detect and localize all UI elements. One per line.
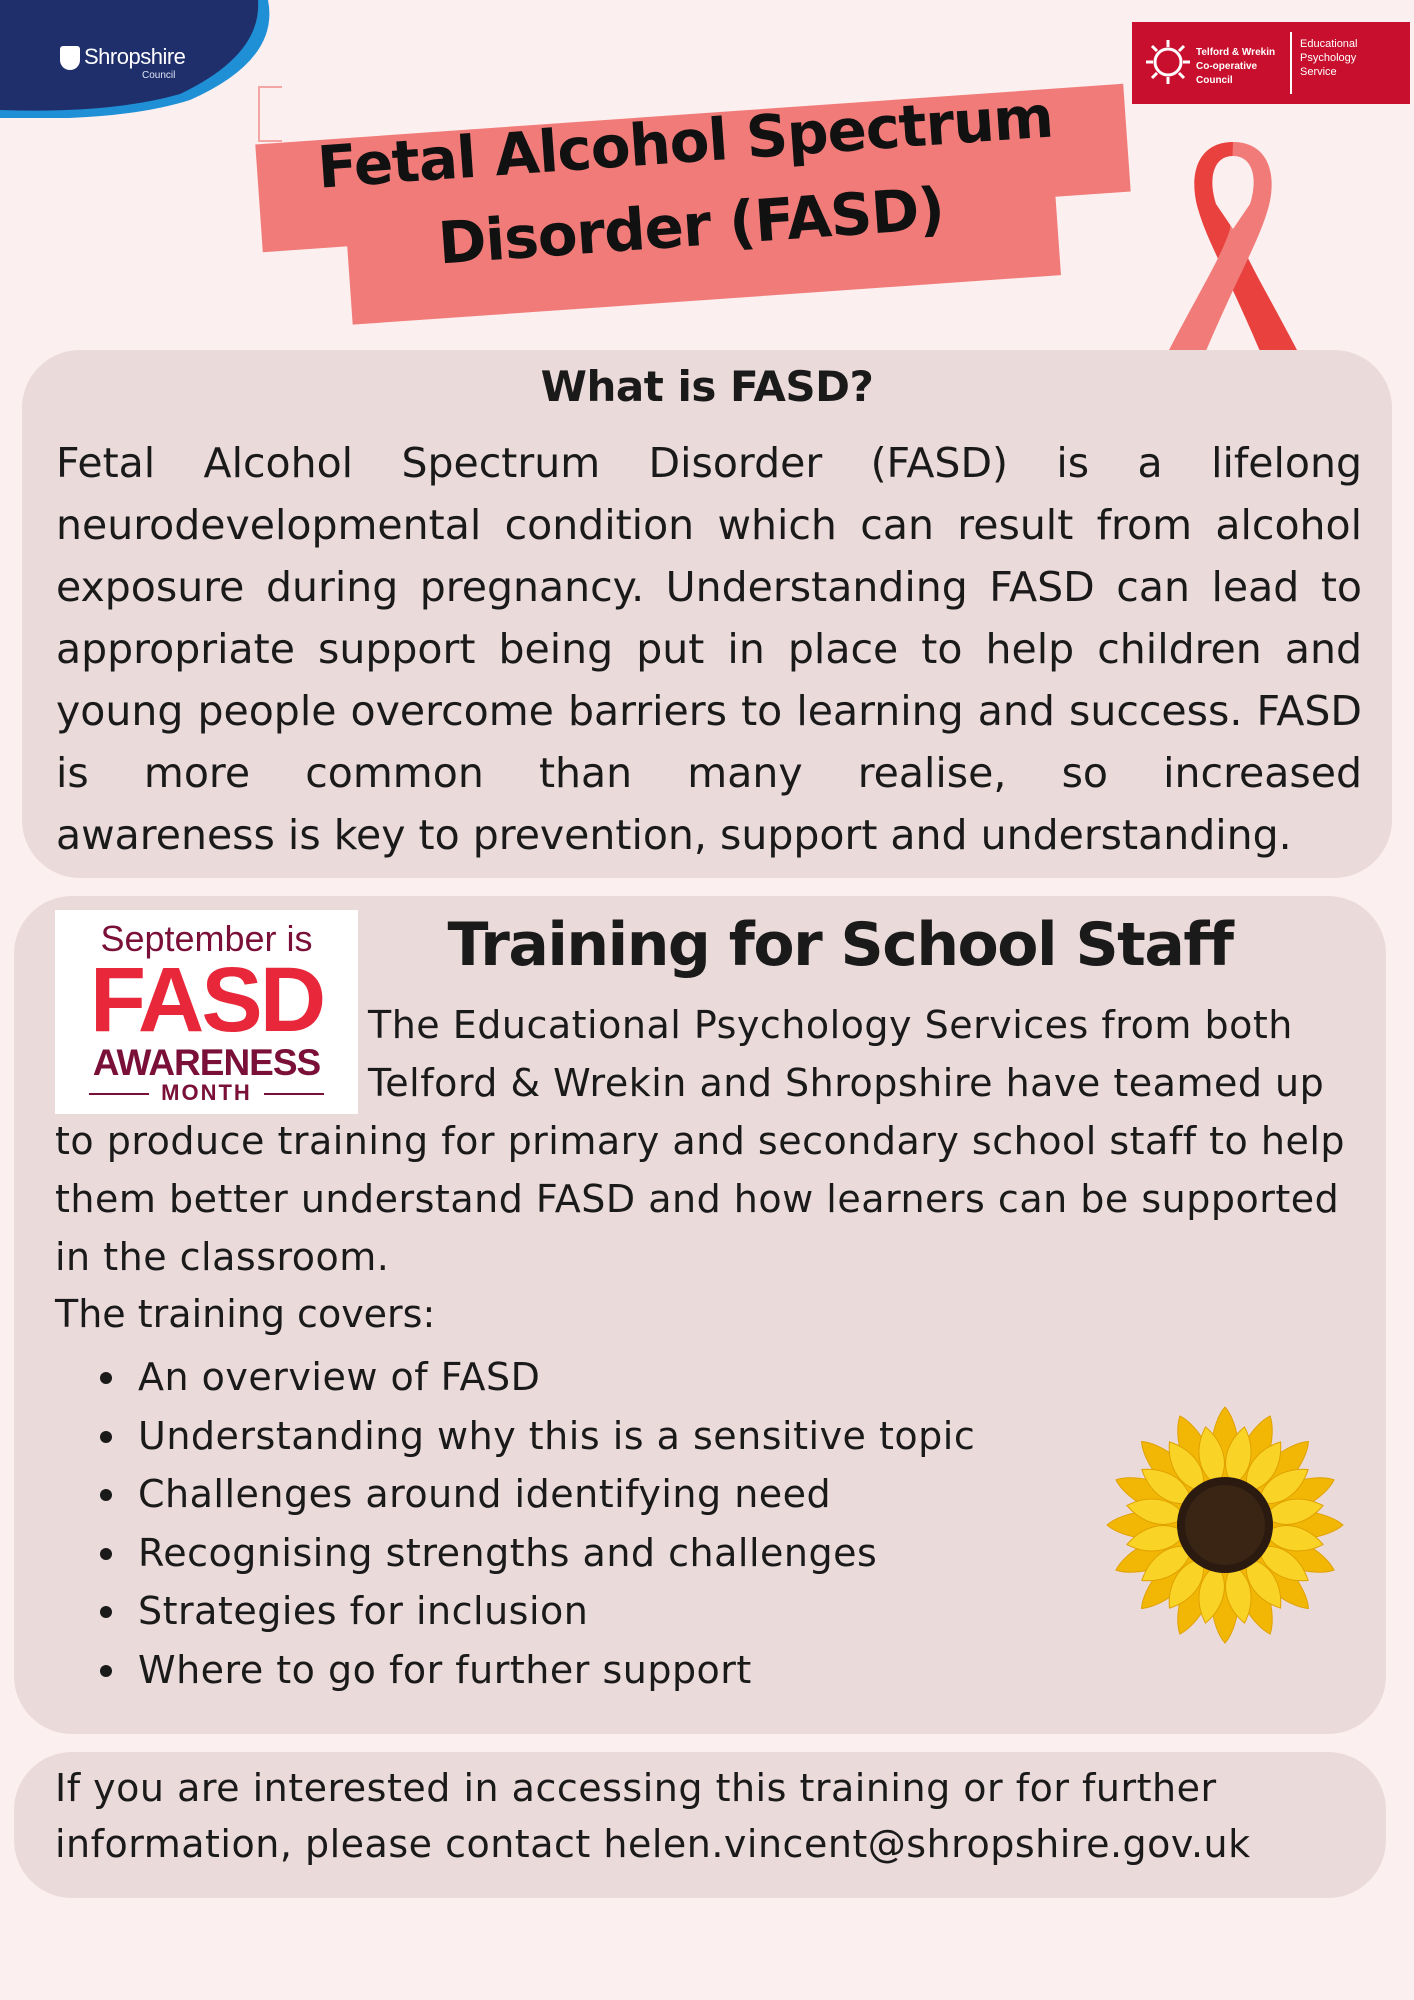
paragraph-text-last-line: awareness is key to prevention, support and understanding. [56, 811, 1292, 859]
service-name-line: Service [1300, 66, 1337, 78]
badge-text: FASD [89, 949, 324, 1051]
training-text-line: to produce training for primary and secondary school staff to help [55, 1119, 1346, 1163]
council-mark-icon [1142, 36, 1194, 88]
service-name-line: Educational [1300, 38, 1358, 50]
service-name-line: Psychology [1300, 52, 1357, 64]
sunflower-icon [1100, 1400, 1350, 1650]
badge-text: MONTH [55, 1080, 358, 1106]
page-title-line: Fetal Alcohol Spectrum [315, 82, 1055, 202]
council-name-line: Co-operative Council [1196, 61, 1258, 86]
training-text-line: Telford & Wrekin and Shropshire have teamed up [368, 1061, 1325, 1105]
badge-text: September is [100, 918, 313, 959]
crest-icon [60, 46, 80, 70]
shropshire-council-logo [0, 0, 275, 118]
covers-label: The training covers: [55, 1292, 436, 1336]
title-banner [258, 30, 1130, 330]
contact-panel [14, 1752, 1386, 1898]
badge-text: AWARENESS [92, 1042, 321, 1083]
section-heading: What is FASD? [540, 362, 874, 411]
awareness-ribbon-icon [1158, 134, 1308, 374]
list-item: Challenges around identifying need [100, 1465, 975, 1524]
contact-text-line: information, please contact helen.vincent@shropshire.gov.uk [55, 1822, 1251, 1866]
training-topics-list [100, 1348, 975, 1699]
training-text-line: in the classroom. [55, 1235, 390, 1279]
service-name [1300, 37, 1358, 79]
council-name-line: Telford & Wrekin [1196, 47, 1276, 58]
what-is-fasd-text [56, 432, 1362, 866]
contact-text [55, 1760, 1355, 1872]
training-text-line: The Educational Psychology Services from both [368, 1003, 1293, 1047]
section-heading: Training for School Staff [447, 910, 1233, 980]
logo-subtext: Council [142, 70, 176, 81]
list-item: Strategies for inclusion [100, 1582, 975, 1641]
list-item: An overview of FASD [100, 1348, 975, 1407]
list-item: Where to go for further support [100, 1641, 975, 1700]
training-text-line: them better understand FASD and how learners can be supported [55, 1177, 1340, 1221]
list-item: Understanding why this is a sensitive topic [100, 1407, 975, 1466]
page-title-line: Disorder (FASD) [435, 174, 946, 278]
council-name [1196, 46, 1276, 88]
list-item: Recognising strengths and challenges [100, 1524, 975, 1583]
fasd-awareness-month-badge [55, 910, 358, 1114]
paragraph-text: Fetal Alcohol Spectrum Disorder (FASD) is a lifelong neurodevelopmental condition which can result from alcohol exposure during pregnancy. Understanding FASD can lead to appropriate support being put in place to help children and young people overcome barriers to learning and success. FASD is more common than many realise, so increased [56, 439, 1362, 797]
logo-divider [1290, 32, 1292, 94]
telford-wrekin-logo [1132, 22, 1410, 104]
contact-text-line: If you are interested in accessing this training or for further [55, 1766, 1217, 1810]
logo-text: Shropshire [84, 44, 186, 69]
what-is-fasd-panel [22, 350, 1392, 878]
